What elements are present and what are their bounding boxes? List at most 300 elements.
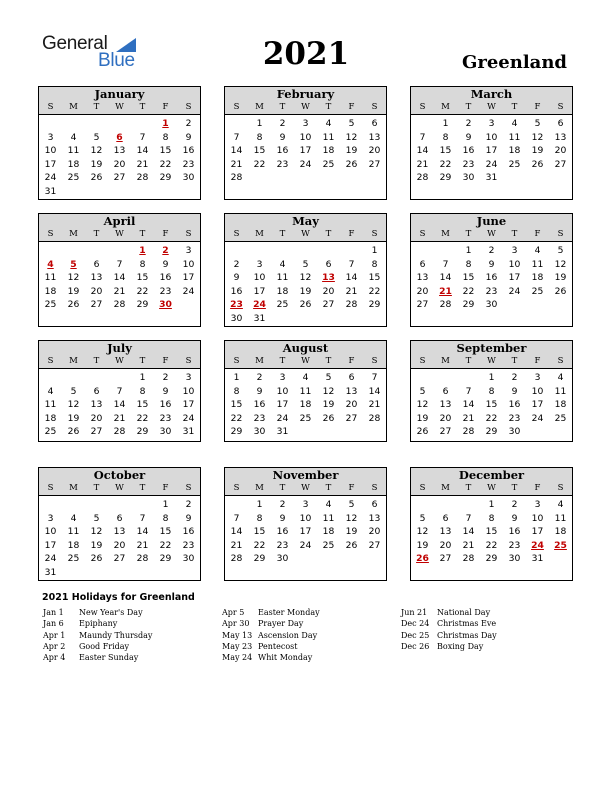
- day-cell: 9: [162, 258, 169, 270]
- day-cell: 14: [439, 272, 452, 284]
- week-row: [39, 158, 200, 172]
- day-cell: 26: [67, 426, 80, 438]
- week-row: [39, 117, 200, 131]
- day-cell: 19: [67, 285, 80, 297]
- day-cell: 17: [44, 158, 57, 170]
- day-cell: 8: [139, 385, 146, 397]
- day-cell: 28: [136, 553, 149, 565]
- day-cell: 25: [67, 172, 80, 184]
- empty-cell: [526, 425, 549, 439]
- weekday-label: T: [279, 102, 286, 112]
- day-cell: 17: [182, 272, 195, 284]
- day-cell: 20: [113, 158, 126, 170]
- day-cell: 20: [554, 145, 567, 157]
- empty-cell: [271, 244, 294, 258]
- day-cell: 31: [44, 185, 57, 197]
- week-row: [39, 539, 200, 553]
- day-cell: 8: [442, 131, 449, 143]
- day-cell: 22: [230, 412, 243, 424]
- day-cell: 12: [90, 526, 103, 538]
- holiday-date: Apr 5: [222, 608, 245, 617]
- day-cell: 9: [256, 385, 263, 397]
- day-cell: 7: [465, 385, 472, 397]
- week-row: [225, 412, 386, 426]
- day-cell: 17: [182, 399, 195, 411]
- day-cell: 28: [345, 299, 358, 311]
- day-cell: 31: [276, 426, 289, 438]
- day-cell: [154, 117, 177, 131]
- weekday-label: M: [69, 356, 78, 366]
- holiday-name: Prayer Day: [258, 619, 304, 629]
- weekday-label: M: [255, 102, 264, 112]
- day-cell: 25: [67, 553, 80, 565]
- day-cell: 8: [488, 512, 495, 524]
- empty-cell: [294, 312, 317, 326]
- day-cell: 24: [276, 412, 289, 424]
- weekday-header: [225, 355, 386, 369]
- empty-cell: [363, 171, 386, 185]
- day-cell: 19: [90, 158, 103, 170]
- brand-name-general: General: [42, 33, 108, 54]
- week-row: [411, 244, 572, 258]
- day-cell: 19: [416, 412, 429, 424]
- week-row: [225, 552, 386, 566]
- week-row: [225, 371, 386, 385]
- weekday-label: S: [233, 229, 240, 239]
- day-cell: 11: [299, 385, 312, 397]
- day-cell: 9: [511, 385, 518, 397]
- day-cell: 5: [348, 118, 355, 129]
- week-row: [39, 512, 200, 526]
- holiday-day: 26: [416, 553, 429, 565]
- week-row: [39, 185, 200, 199]
- empty-cell: [85, 371, 108, 385]
- empty-cell: [177, 185, 200, 199]
- day-cell: 21: [368, 399, 381, 411]
- day-cell: 4: [70, 512, 77, 524]
- day-cell: 13: [416, 272, 429, 284]
- day-cell: 22: [439, 158, 452, 170]
- day-cell: 20: [90, 412, 103, 424]
- month-april: [38, 213, 201, 327]
- weekday-label: S: [371, 356, 378, 366]
- empty-cell: [317, 552, 340, 566]
- day-cell: 14: [136, 526, 149, 538]
- weekday-label: T: [325, 356, 332, 366]
- holiday-date: Apr 4: [43, 653, 66, 663]
- day-cell: 20: [368, 145, 381, 157]
- empty-cell: [317, 171, 340, 185]
- day-cell: 6: [93, 385, 100, 397]
- weekday-label: F: [534, 102, 541, 112]
- week-row: [225, 171, 386, 185]
- day-cell: 24: [485, 158, 498, 170]
- day-cell: 18: [67, 539, 80, 551]
- week-row: [225, 498, 386, 512]
- day-cell: 24: [44, 172, 57, 184]
- holiday-entry: [43, 630, 152, 641]
- weekday-header: [39, 228, 200, 242]
- day-cell: 10: [182, 258, 195, 270]
- day-cell: 27: [416, 299, 429, 311]
- day-cell: 4: [325, 118, 332, 129]
- week-row: [39, 171, 200, 185]
- day-cell: 13: [90, 399, 103, 411]
- day-cell: 16: [276, 526, 289, 538]
- day-cell: [248, 298, 271, 312]
- day-cell: 18: [531, 272, 544, 284]
- day-cell: 28: [462, 553, 475, 565]
- month-title: April: [39, 214, 200, 228]
- holiday-date: Dec 24: [401, 619, 430, 629]
- day-cell: 3: [256, 258, 263, 270]
- holiday-entry: [43, 652, 152, 663]
- day-cell: 12: [345, 131, 358, 143]
- week-row: [411, 498, 572, 512]
- holiday-date: Jan 6: [43, 619, 64, 629]
- empty-cell: [411, 244, 434, 258]
- empty-cell: [108, 185, 131, 199]
- weekday-label: T: [279, 229, 286, 239]
- day-cell: 11: [554, 512, 567, 524]
- holiday-entry: [401, 607, 497, 618]
- day-cell: 5: [302, 258, 309, 270]
- day-cell: 11: [67, 526, 80, 538]
- day-cell: 4: [47, 385, 54, 397]
- day-cell: 13: [368, 512, 381, 524]
- day-cell: 29: [439, 172, 452, 184]
- holiday-date: Jan 1: [43, 608, 64, 617]
- weekday-label: M: [69, 483, 78, 493]
- day-cell: 1: [488, 499, 495, 510]
- day-cell: 17: [253, 285, 266, 297]
- day-cell: 14: [113, 272, 126, 284]
- day-cell: 1: [256, 118, 263, 129]
- empty-cell: [526, 171, 549, 185]
- month-december: [410, 467, 573, 581]
- day-cell: 5: [325, 372, 332, 383]
- day-cell: 3: [185, 372, 192, 383]
- weekday-label: T: [93, 356, 100, 366]
- weekday-label: W: [115, 229, 124, 239]
- day-cell: 30: [508, 553, 521, 565]
- weekday-label: T: [511, 102, 518, 112]
- day-cell: 15: [368, 272, 381, 284]
- empty-cell: [39, 117, 62, 131]
- day-cell: 2: [256, 372, 263, 383]
- week-row: [225, 258, 386, 272]
- weekday-label: S: [233, 356, 240, 366]
- week-row: [411, 171, 572, 185]
- day-cell: 22: [485, 412, 498, 424]
- holiday-name: Easter Sunday: [79, 653, 139, 663]
- day-cell: 1: [256, 499, 263, 510]
- day-cell: 3: [488, 118, 495, 129]
- weekday-label: F: [348, 102, 355, 112]
- day-cell: 10: [182, 385, 195, 397]
- day-cell: 26: [299, 299, 312, 311]
- month-title: August: [225, 341, 386, 355]
- weekday-label: S: [371, 102, 378, 112]
- holiday-day: 2: [162, 245, 169, 256]
- day-cell: 28: [136, 172, 149, 184]
- holiday-date: May 24: [222, 653, 253, 663]
- week-row: [411, 131, 572, 145]
- weekday-label: T: [93, 483, 100, 493]
- day-cell: 19: [90, 539, 103, 551]
- day-cell: 26: [531, 158, 544, 170]
- day-cell: 14: [462, 526, 475, 538]
- empty-cell: [85, 244, 108, 258]
- day-cell: 13: [113, 526, 126, 538]
- day-cell: 20: [416, 285, 429, 297]
- day-cell: 29: [485, 426, 498, 438]
- day-cell: 8: [488, 385, 495, 397]
- day-cell: [154, 244, 177, 258]
- week-row: [39, 412, 200, 426]
- day-cell: 11: [276, 272, 289, 284]
- holiday-day: 23: [230, 299, 243, 311]
- week-row: [411, 258, 572, 272]
- day-cell: 17: [299, 145, 312, 157]
- day-cell: 30: [182, 172, 195, 184]
- week-row: [39, 385, 200, 399]
- empty-cell: [549, 171, 572, 185]
- day-cell: 11: [531, 258, 544, 270]
- day-cell: [317, 271, 340, 285]
- week-row: [39, 258, 200, 272]
- day-cell: 26: [554, 285, 567, 297]
- week-row: [225, 385, 386, 399]
- holiday-entry: [401, 641, 497, 652]
- day-cell: 21: [345, 285, 358, 297]
- day-cell: 4: [279, 258, 286, 270]
- weekday-label: T: [465, 356, 472, 366]
- day-cell: 21: [230, 158, 243, 170]
- day-cell: 6: [442, 385, 449, 397]
- week-row: [39, 498, 200, 512]
- day-cell: [39, 258, 62, 272]
- day-cell: 16: [508, 526, 521, 538]
- empty-cell: [131, 566, 154, 580]
- country-name: Greenland: [461, 52, 567, 73]
- holiday-entry: [222, 641, 320, 652]
- weekday-label: S: [371, 483, 378, 493]
- day-cell: 16: [253, 399, 266, 411]
- weekday-label: T: [511, 483, 518, 493]
- day-cell: 8: [233, 385, 240, 397]
- weekday-label: T: [325, 483, 332, 493]
- day-cell: 23: [508, 412, 521, 424]
- weekday-label: M: [69, 229, 78, 239]
- month-title: March: [411, 87, 572, 101]
- weekday-label: T: [139, 483, 146, 493]
- day-cell: 2: [465, 118, 472, 129]
- day-cell: 22: [368, 285, 381, 297]
- day-cell: 9: [488, 258, 495, 270]
- weekday-label: T: [465, 102, 472, 112]
- day-cell: 17: [44, 539, 57, 551]
- day-cell: 7: [371, 372, 378, 383]
- day-cell: 1: [488, 372, 495, 383]
- day-cell: 18: [276, 285, 289, 297]
- day-cell: 27: [90, 426, 103, 438]
- weekday-label: M: [255, 356, 264, 366]
- day-cell: 8: [139, 258, 146, 270]
- weekday-label: M: [441, 229, 450, 239]
- holiday-day: 1: [162, 118, 169, 129]
- empty-cell: [62, 371, 85, 385]
- day-cell: 2: [185, 499, 192, 510]
- day-cell: 2: [185, 118, 192, 129]
- day-cell: 21: [113, 412, 126, 424]
- day-cell: 9: [233, 272, 240, 284]
- day-cell: 3: [534, 499, 541, 510]
- day-cell: 12: [322, 385, 335, 397]
- weekday-header: [411, 101, 572, 115]
- day-cell: 18: [67, 158, 80, 170]
- day-cell: 14: [416, 145, 429, 157]
- holiday-day: 24: [531, 539, 544, 551]
- empty-cell: [340, 244, 363, 258]
- weekday-label: F: [162, 356, 169, 366]
- empty-cell: [271, 171, 294, 185]
- day-cell: 27: [554, 158, 567, 170]
- day-cell: [154, 298, 177, 312]
- day-cell: 17: [299, 526, 312, 538]
- day-cell: 4: [70, 131, 77, 143]
- day-cell: 12: [90, 145, 103, 157]
- day-cell: 27: [90, 299, 103, 311]
- weekday-label: M: [255, 229, 264, 239]
- month-september: [410, 340, 573, 442]
- day-cell: 5: [419, 385, 426, 397]
- holiday-entry: [222, 630, 320, 641]
- week-row: [225, 312, 386, 326]
- holiday-entry: [401, 618, 497, 629]
- weekday-label: F: [534, 356, 541, 366]
- day-cell: 23: [276, 539, 289, 551]
- day-cell: 15: [136, 399, 149, 411]
- weekday-label: T: [139, 229, 146, 239]
- day-cell: 16: [276, 145, 289, 157]
- day-cell: 2: [488, 245, 495, 256]
- day-cell: 18: [44, 412, 57, 424]
- day-cell: 5: [419, 512, 426, 524]
- empty-cell: [39, 244, 62, 258]
- day-cell: 27: [113, 553, 126, 565]
- day-cell: 23: [182, 158, 195, 170]
- week-row: [225, 144, 386, 158]
- day-cell: 22: [462, 285, 475, 297]
- month-november: [224, 467, 387, 581]
- day-cell: [131, 244, 154, 258]
- holiday-name: Epiphany: [79, 619, 118, 629]
- day-cell: 7: [348, 258, 355, 270]
- holiday-name: Christmas Eve: [437, 619, 497, 629]
- month-title: October: [39, 468, 200, 482]
- weekday-label: W: [301, 102, 310, 112]
- holiday-date: Apr 1: [43, 630, 66, 640]
- week-row: [39, 552, 200, 566]
- day-cell: 11: [322, 512, 335, 524]
- weekday-label: W: [301, 483, 310, 493]
- day-cell: 17: [508, 272, 521, 284]
- day-cell: 8: [162, 512, 169, 524]
- day-cell: 20: [113, 539, 126, 551]
- day-cell: 20: [439, 412, 452, 424]
- day-cell: 2: [162, 372, 169, 383]
- day-cell: 18: [299, 399, 312, 411]
- day-cell: 30: [276, 553, 289, 565]
- weekday-label: F: [348, 356, 355, 366]
- weekday-label: S: [557, 102, 564, 112]
- weekday-label: S: [233, 102, 240, 112]
- day-cell: 10: [508, 258, 521, 270]
- day-cell: 29: [230, 426, 243, 438]
- day-cell: 25: [276, 299, 289, 311]
- day-cell: 11: [44, 399, 57, 411]
- day-cell: 14: [368, 385, 381, 397]
- day-cell: 6: [371, 118, 378, 129]
- day-cell: 11: [508, 131, 521, 143]
- empty-cell: [62, 117, 85, 131]
- weekday-label: T: [325, 102, 332, 112]
- month-august: [224, 340, 387, 442]
- day-cell: 7: [465, 512, 472, 524]
- weekday-label: M: [255, 483, 264, 493]
- week-row: [39, 271, 200, 285]
- day-cell: 9: [279, 131, 286, 143]
- day-cell: 17: [531, 399, 544, 411]
- holiday-date: Jun 21: [401, 608, 428, 617]
- day-cell: 3: [302, 499, 309, 510]
- weekday-label: M: [441, 102, 450, 112]
- weekday-label: M: [69, 102, 78, 112]
- day-cell: 27: [368, 539, 381, 551]
- day-cell: 7: [419, 131, 426, 143]
- weekday-label: T: [139, 102, 146, 112]
- day-cell: 14: [345, 272, 358, 284]
- weekday-label: W: [115, 483, 124, 493]
- day-cell: 19: [531, 145, 544, 157]
- day-cell: 12: [531, 131, 544, 143]
- day-cell: 22: [159, 158, 172, 170]
- day-cell: 5: [534, 118, 541, 129]
- weekday-label: S: [557, 483, 564, 493]
- weekday-label: S: [47, 356, 54, 366]
- day-cell: 8: [256, 512, 263, 524]
- week-row: [39, 285, 200, 299]
- day-cell: 15: [485, 526, 498, 538]
- empty-cell: [85, 117, 108, 131]
- empty-cell: [411, 498, 434, 512]
- weekday-header: [411, 355, 572, 369]
- weekday-label: W: [487, 229, 496, 239]
- day-cell: 10: [531, 385, 544, 397]
- day-cell: 22: [159, 539, 172, 551]
- day-cell: 9: [185, 512, 192, 524]
- empty-cell: [108, 244, 131, 258]
- week-row: [39, 371, 200, 385]
- day-cell: 15: [230, 399, 243, 411]
- day-cell: 25: [44, 426, 57, 438]
- day-cell: 15: [136, 272, 149, 284]
- week-row: [225, 512, 386, 526]
- day-cell: 20: [322, 285, 335, 297]
- holiday-date: May 23: [222, 641, 253, 651]
- empty-cell: [177, 566, 200, 580]
